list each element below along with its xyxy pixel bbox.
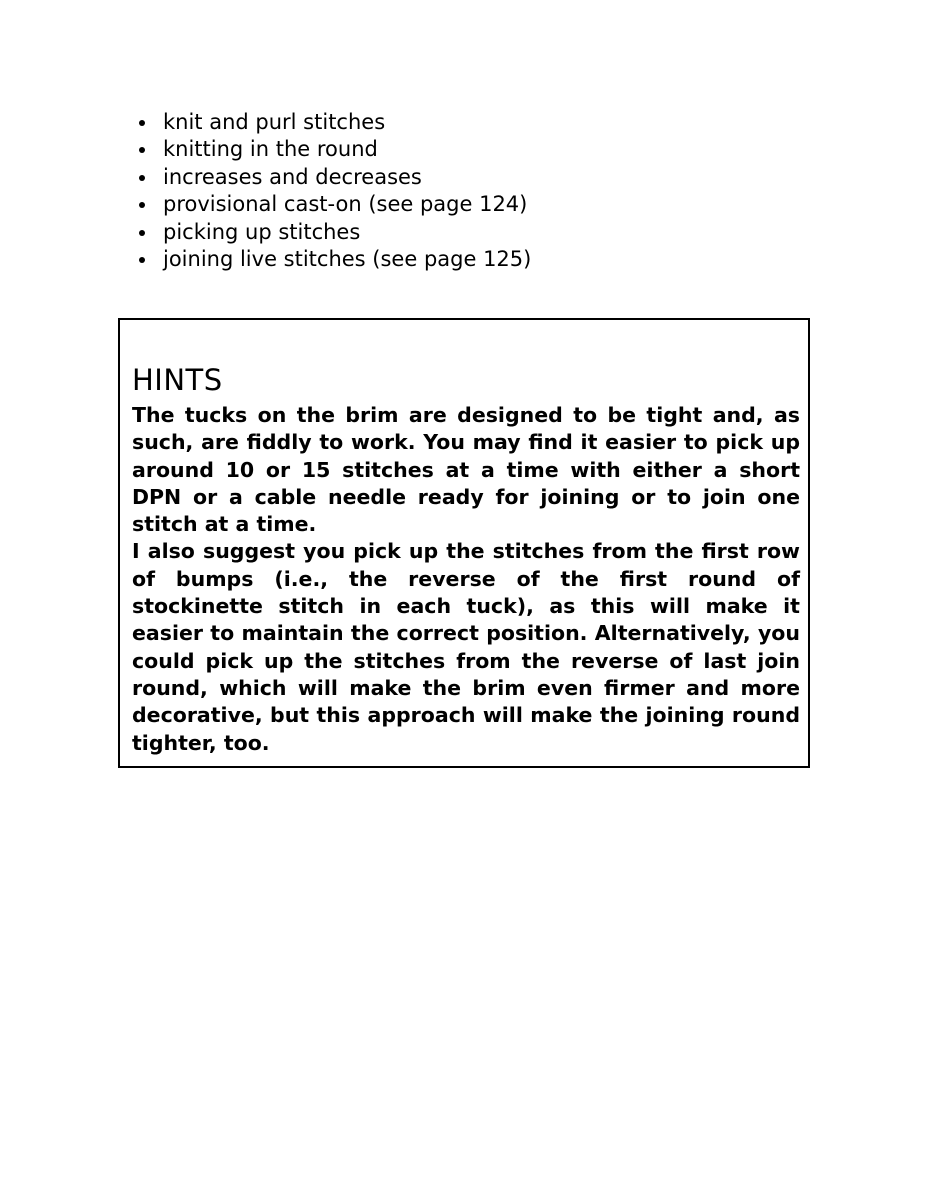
skills-list	[135, 109, 531, 273]
hints-paragraph: I also suggest you pick up the stitches from the first row of bumps (i.e., the reverse of the first round of stockinette stitch in each tuck), as this will make it easier to maintain the correct position. Alternatively, you could pick up the stitches from the reverse of last join round, which will make the brim even firmer and more decorative, but this approach will make the joining round tighter, too.	[132, 539, 800, 755]
list-item	[135, 191, 531, 218]
hints-box	[118, 318, 810, 768]
list-item	[135, 164, 531, 191]
list-item	[135, 246, 531, 273]
list-item-label: increases and decreases	[163, 164, 422, 189]
bullet-icon	[139, 257, 145, 263]
bullet-icon	[139, 120, 145, 126]
bullet-icon	[139, 147, 145, 153]
list-item	[135, 136, 531, 163]
list-item-label: joining live stitches (see page 125)	[163, 247, 532, 272]
hints-body	[132, 402, 800, 757]
list-item-label: knit and purl stitches	[163, 110, 386, 134]
bullet-icon	[139, 202, 145, 208]
list-item-label: knitting in the round	[163, 137, 378, 162]
hints-title: HINTS	[132, 363, 223, 397]
bullet-icon	[139, 175, 145, 181]
list-item-label: provisional cast-on (see page 124)	[163, 192, 528, 217]
bullet-icon	[139, 230, 145, 236]
hints-paragraph: The tucks on the brim are designed to be tight and, as such, are fiddly to work. You may find it easier to pick up around 10 or 15 stitches at a time with either a short DPN or a cable needle ready for joining or to join one stitch at a time.	[132, 403, 800, 537]
list-item-label: picking up stitches	[163, 219, 361, 244]
list-item	[135, 109, 531, 136]
list-item	[135, 219, 531, 246]
